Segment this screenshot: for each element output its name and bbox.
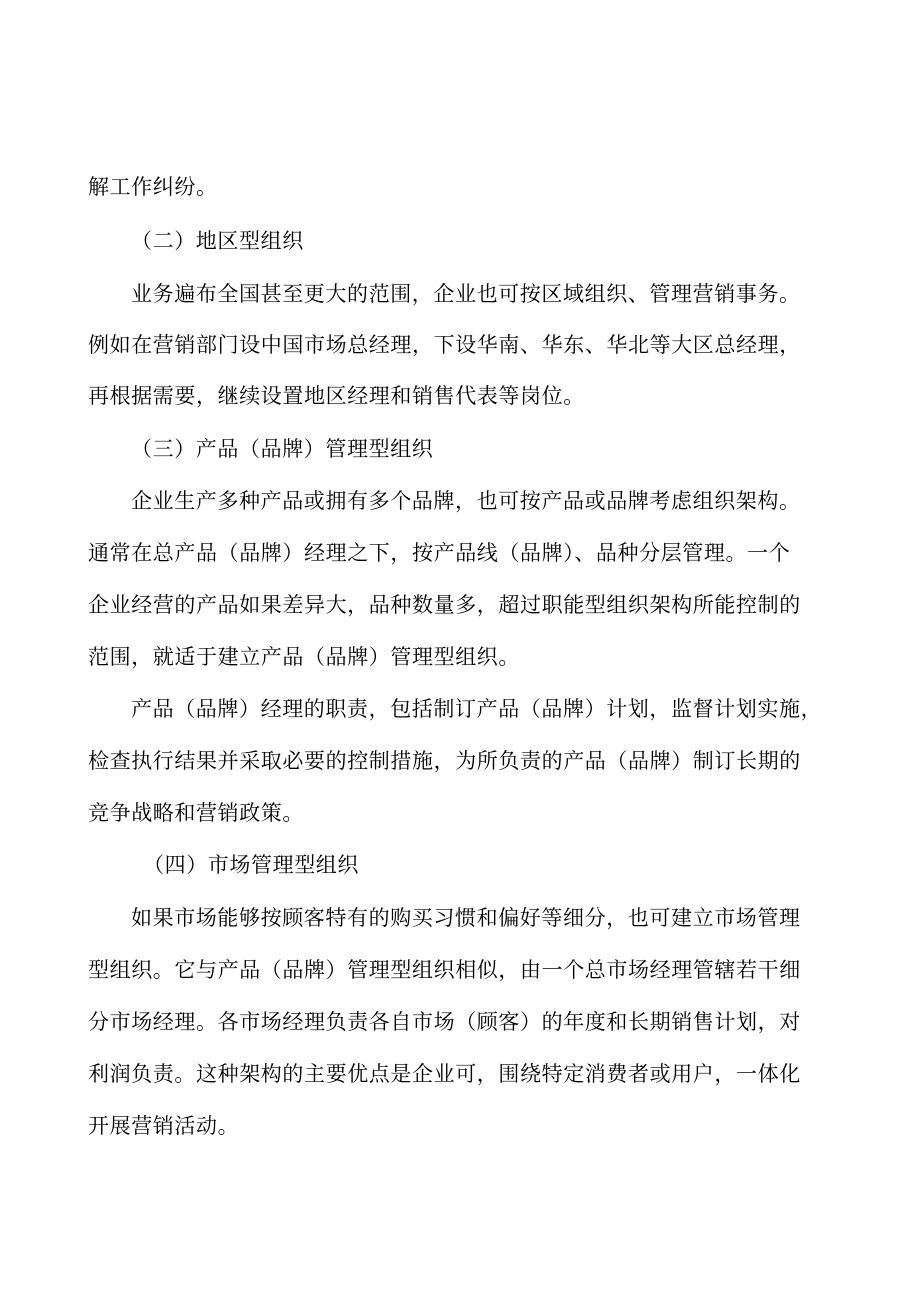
- paragraph-line: 通常在总产品（品牌）经理之下，按产品线（品牌）、品种分层管理。一个: [88, 541, 791, 565]
- section-heading-market: （四）市场管理型组织: [143, 853, 359, 877]
- paragraph-line: 业务遍布全国甚至更大的范围，企业也可按区域组织、管理营销事务。: [131, 282, 801, 306]
- paragraph-line: 竞争战略和营销政策。: [88, 801, 304, 825]
- paragraph-line: 企业生产多种产品或拥有多个品牌，也可按产品或品牌考虑组织架构。: [131, 489, 801, 513]
- section-heading-regional: （二）地区型组织: [131, 229, 304, 253]
- section-heading-product: （三）产品（品牌）管理型组织: [131, 437, 434, 461]
- paragraph-line: 范围，就适于建立产品（品牌）管理型组织。: [88, 645, 520, 669]
- paragraph-line: 如果市场能够按顾客特有的购买习惯和偏好等细分，也可建立市场管理: [131, 906, 801, 930]
- paragraph-line: 再根据需要，继续设置地区经理和销售代表等岗位。: [88, 384, 585, 408]
- paragraph-line: 检查执行结果并采取必要的控制措施，为所负责的产品（品牌）制订长期的: [88, 749, 801, 773]
- paragraph-line: 利润负责。这种架构的主要优点是企业可，围绕特定消费者或用户，一体化: [88, 1062, 801, 1086]
- paragraph-line: 解工作纠纷。: [88, 175, 218, 199]
- paragraph-line: 型组织。它与产品（品牌）管理型组织相似，由一个总市场经理管辖若干细: [88, 958, 801, 982]
- paragraph-line: 例如在营销部门设中国市场总经理，下设华南、华东、华北等大区总经理，: [88, 333, 801, 357]
- paragraph-line: 开展营销活动。: [88, 1114, 240, 1138]
- paragraph-line: 企业经营的产品如果差异大，品种数量多，超过职能型组织架构所能控制的: [88, 593, 801, 617]
- paragraph-line: 分市场经理。各市场经理负责各自市场（顾客）的年度和长期销售计划，对: [88, 1010, 801, 1034]
- paragraph-line: 产品（品牌）经理的职责，包括制订产品（品牌）计划，监督计划实施，: [131, 697, 823, 721]
